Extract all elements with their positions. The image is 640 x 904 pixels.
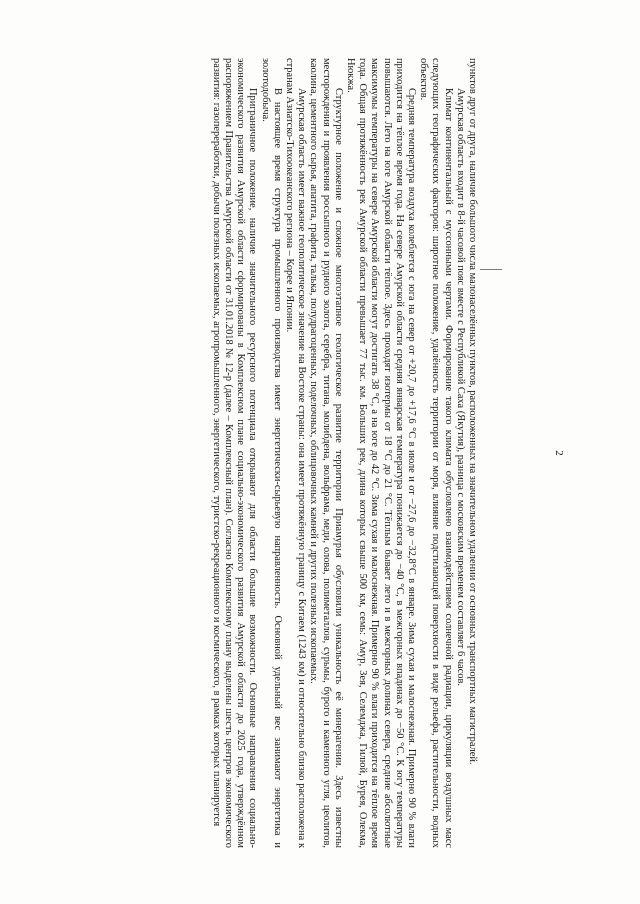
rotated-text-block [46,58,566,848]
paragraph-time-zone: Амурская область входит в 8-й часовой пояс вместе с Республикой Саха (Якутия), разница с московским временем составляет 6 часов. [454,88,466,686]
body-text [210,58,478,848]
page-number: 2 [553,450,565,456]
paragraph-industry: В настоящее время структура промышленного производства имеет энергетически-сырьевую направленность. Основной удельный вес занимают энергетика и золотодобыча. [259,58,283,848]
scan-mark [480,269,502,270]
paragraph-climate: Климат континентальный с муссонными чертами. Формирование такого климата обусловлено взаимодействием солнечной радиации, циркуляции воздушных масс следующих географических факторов: широтное положение, удалённость территории от моря, влияние подстилающей поверхности в виде рельефа, растительности, водных объектов. [418,58,454,848]
paragraph-geology: Структурное положение и сложное многоэтапное геологическое развитие территории Приамурья обусловили уникальность её минерагении. Здесь известны месторождения и проявления россыпного и рудного золота, серебра, титана, молибдена, вольфрама, меди, олова, полиметаллов, сурьмы, бурого и каменного угля, цеолитов, каолина, цементного сырья, апатита, графита, талька, полудрагоценных, поделочных, облицовочных камней и других полезных ископаемых. [308,58,344,848]
paragraph-development: Приграничное положение, наличие значительного ресурсного потенциала открывают для области большие возможности. Основные направления социально-экономического развития Амурской области сформированы в Комплексном плане социально-экономического развития Амурской области до 2025 года, утверждённом распоряжением Правительства Амурской области от 31.01.2018 № 12-р (далее – Комплексный план). Согласно Комплексному плану выделены шесть центров экономического развития: газопереработки, добычи полезных ископаемых, агропромышленного, энергетического, туристско-рекреационного и космического, в рамках которых планируется [210,58,259,848]
paragraph-continuation: пунктов друг от друга, наличие большого числа малонаселённых пунктов, расположенных на значительном удалении от основных транспортных магистралей. [467,58,478,765]
paragraph-temperature: Средняя температура воздуха колеблется с юга на север от +20,7 до +17,6 °С в июле и от −27,6 до −32,8°С в январе. Зима сухая и малоснежная. Примерно 90 % влаги приходится на тёплое время года. На севере Амурской области средняя январская температура понижается до −40 °С, в межгорных впадинах до −50 °С. К югу температуры повышаются. Лето на юге Амурской области тёплое. Здесь проходят изотермы от 18 °С до 21 °С. Тёплым бывает лето и в межгорных долинах севера, средние абсолютные максимумы температуры на севере Амурской области могут достигать 38 °С, а на юге до 42 °С. Зима сухая и малоснежная. Примерно 90 % влаги приходится на тёплое время года. Общая протяжённость рек Амурской области превышает 77 тыс. км. Больших рек, длина которых свыше 500 км, семь: Амур, Зея, Селемджа, Гилюй, Бурея, Олекма, Нюкжа. [344,58,417,848]
paragraph-geopolitics: Амурская область имеет важное геополитическое значение на Востоке страны: она имеет протяжённую границу с Китаем (1243 км) и относительно близко расположена к странам Азиатско-Тихоокеанского региона – Корее и Японии. [283,58,308,848]
